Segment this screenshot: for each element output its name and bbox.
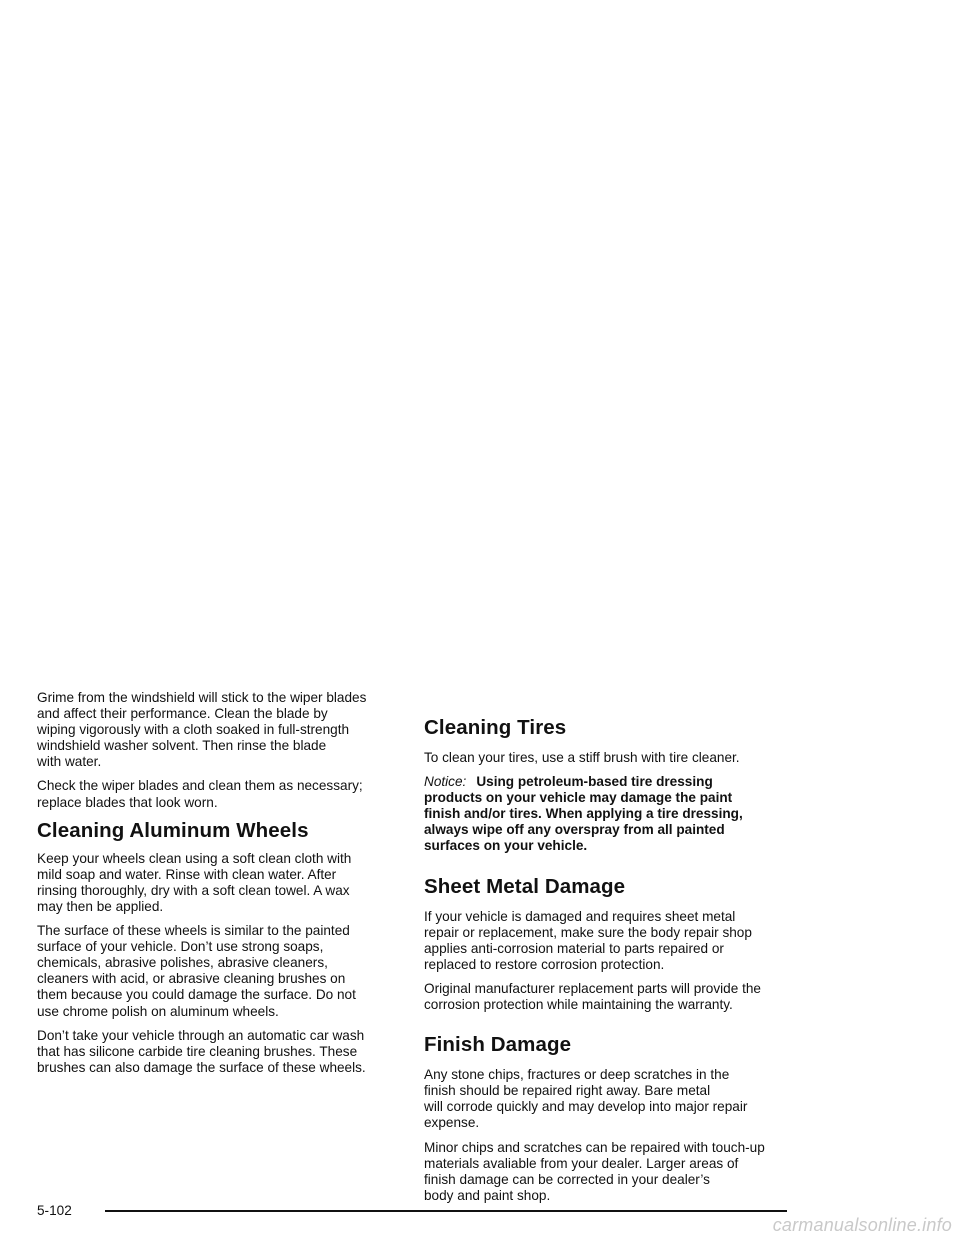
notice-text: Using petroleum-based tire dressing products on your vehicle may damage the paint finish and/or tires. When applying a tire dressing, always wipe off any overspray from all painted surfaces on your vehicle. (424, 774, 743, 854)
touch-up-paragraph: Minor chips and scratches can be repaired with touch-up materials avaliable from your dealer. Larger areas of finish damage can be corrected in your dealer’s body and paint shop. (424, 1139, 765, 1203)
wheels-surface-paragraph: The surface of these wheels is similar to the painted surface of your vehicle. Don’t use strong soaps, chemicals, abrasive polishes, abrasive cleaners, cleaners with acid, or abrasive cleaning brushes on them because you could damage the surface. Do not use chrome polish on aluminum wheels. (37, 923, 356, 1019)
car-wash-paragraph: Don’t take your vehicle through an automatic car wash that has silicone carbide tire cleaning brushes. These brushes can also damage the surface of these wheels. (37, 1027, 366, 1075)
right-column (424, 716, 788, 1212)
heading-cleaning-aluminum-wheels: Cleaning Aluminum Wheels (37, 818, 309, 842)
tires-clean-paragraph: To clean your tires, use a stiff brush with tire cleaner. (424, 750, 740, 765)
wheels-clean-paragraph: Keep your wheels clean using a soft clean cloth with mild soap and water. Rinse with clean water. After rinsing thoroughly, dry with a soft clean towel. A wax may then be applied. (37, 850, 352, 914)
notice-label: Notice: (424, 774, 467, 790)
notice-paragraph (424, 774, 788, 854)
stone-chips-paragraph: Any stone chips, fractures or deep scratches in the finish should be repaired right away. Bare metal will corrode quickly and may develop into major repair expense. (424, 1067, 748, 1131)
heading-sheet-metal-damage: Sheet Metal Damage (424, 874, 626, 898)
heading-cleaning-tires: Cleaning Tires (424, 716, 567, 739)
footer-rule (105, 1210, 787, 1212)
heading-finish-damage: Finish Damage (424, 1033, 572, 1057)
sheet-metal-paragraph: If your vehicle is damaged and requires sheet metal repair or replacement, make sure the body repair shop applies anti-corrosion material to parts repaired or replaced to restore corrosion protection. (424, 908, 752, 972)
left-column (37, 690, 399, 1084)
wiper-grime-paragraph: Grime from the windshield will stick to the wiper blades and affect their performance. Clean the blade by wiping vigorously with a cloth soaked in full-strength windshield washer solvent. Then rinse the blade with water. (37, 690, 367, 770)
watermark: carmanualsonline.info (772, 1215, 952, 1235)
wiper-check-paragraph: Check the wiper blades and clean them as necessary; replace blades that look worn. (37, 778, 363, 810)
replacement-parts-paragraph: Original manufacturer replacement parts will provide the corrosion protection while maintaining the warranty. (424, 980, 761, 1013)
page-footer (37, 1200, 787, 1220)
page-number: 5-102 (37, 1203, 72, 1218)
